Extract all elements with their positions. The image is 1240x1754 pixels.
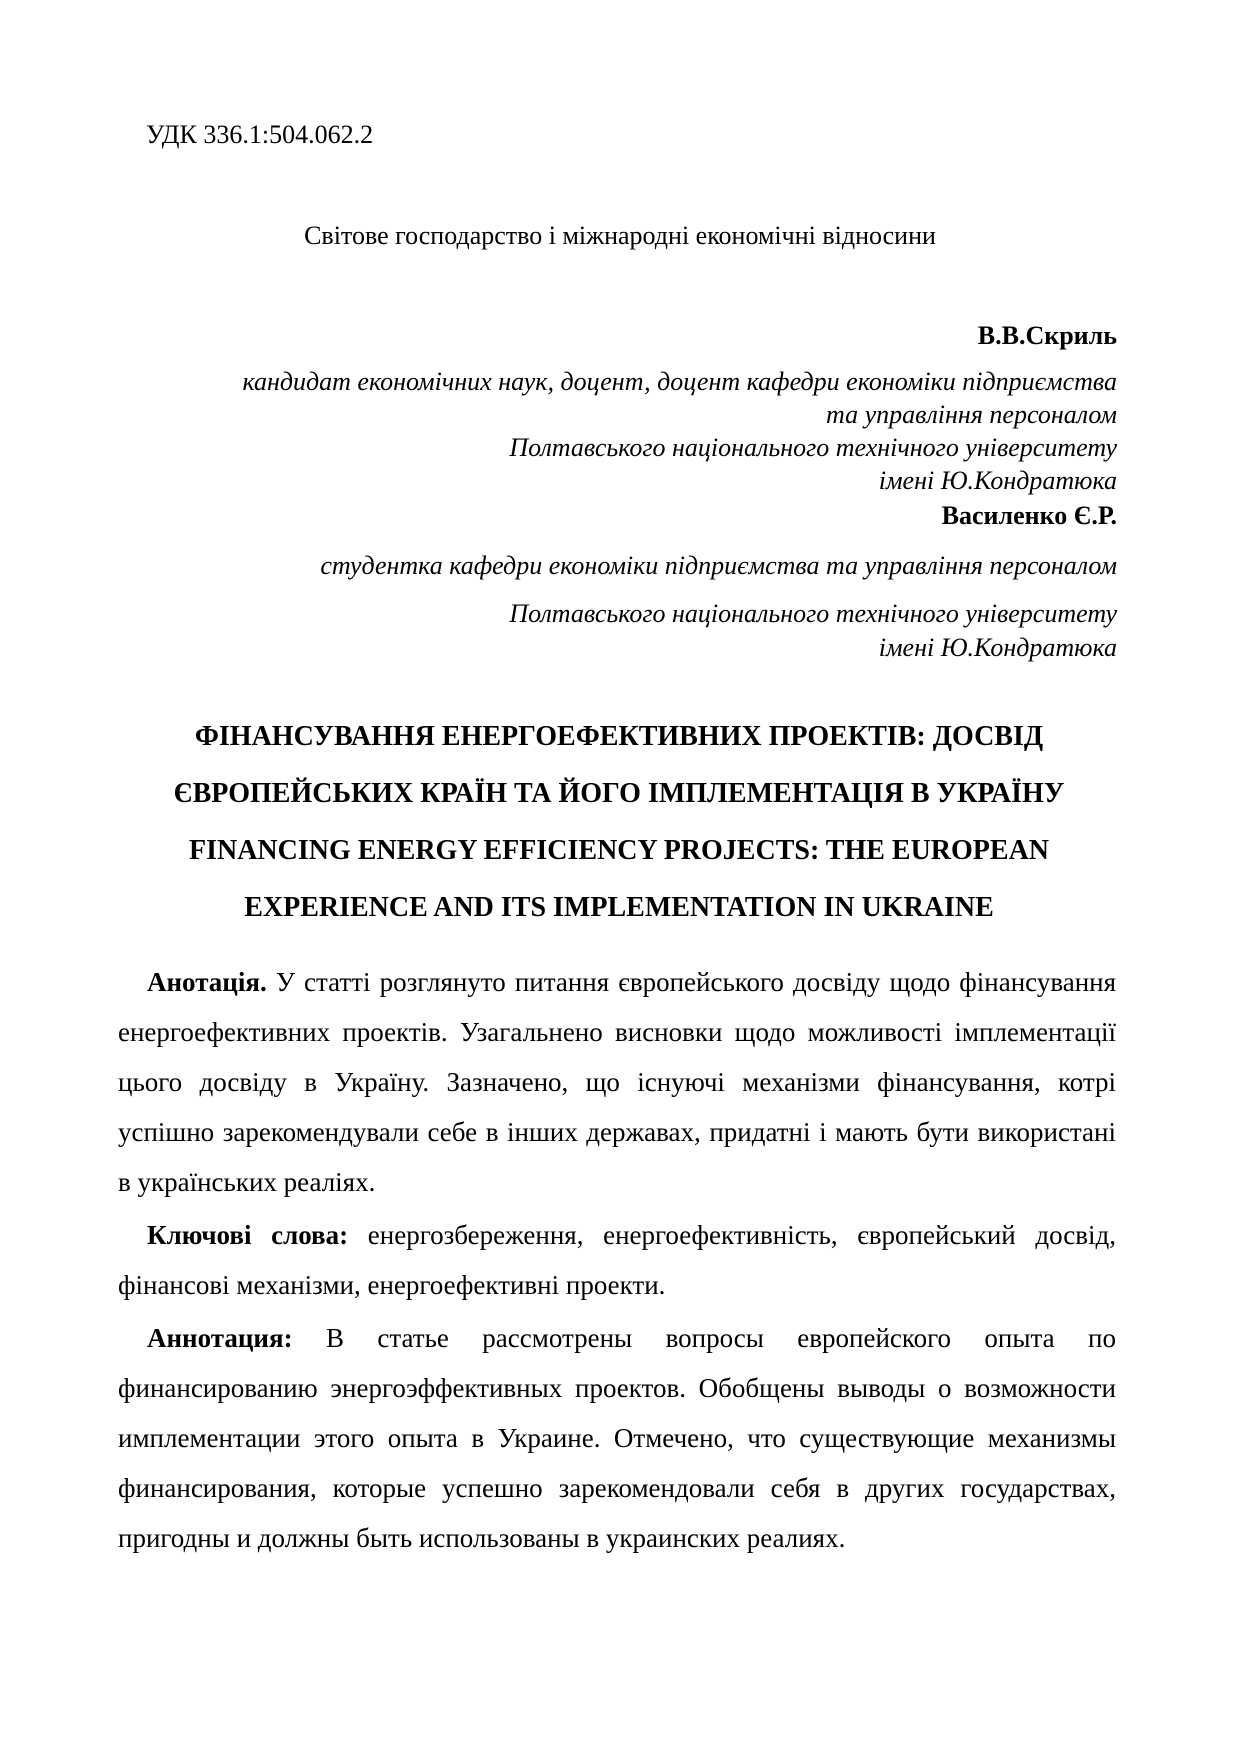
- author-2-affiliation-univ: [509, 597, 1117, 665]
- abstract-ua-text: У статті розглянуто питання європейського досвіду щодо фінансування енергоефективних проектів. Узагальнено висновки щодо можливості імплементації цього досвіду в Україну. Зазначено, що існуючі механізми фінансування, котрі успішно зарекомендували себе в інших державах, придатні і мають бути використані в українських реаліях.: [118, 967, 1117, 1197]
- author-1-affiliation-line: Полтавського національного технічного університету: [509, 433, 1117, 462]
- author-2-affiliation-dept: [320, 548, 1117, 584]
- author-2-affiliation-line: студентка кафедри економіки підприємства та управління персоналом: [320, 551, 1117, 580]
- author-2-block: [942, 498, 1117, 534]
- title-ua-line: ЄВРОПЕЙСЬКИХ КРАЇН ТА ЙОГО ІМПЛЕМЕНТАЦІЯ В УКРАЇНУ: [173, 778, 1065, 809]
- author-1-affiliation-line: кандидат економічних наук, доцент, доцент кафедри економіки підприємства: [242, 367, 1117, 396]
- author-1-block: [978, 318, 1117, 354]
- author-1-name: В.В.Скриль: [977, 321, 1117, 350]
- abstract-ru: [118, 1313, 1116, 1563]
- title-ua-line: ФІНАНСУВАННЯ ЕНЕРГОЕФЕКТИВНИХ ПРОЕКТІВ: ДОСВІД: [194, 721, 1044, 752]
- abstract-ru-text: В статье рассмотрены вопросы европейского опыта по финансированию энергоэффективных проектов. Обобщены выводы о возможности имплементации этого опыта в Украине. Отмечено, что существующие механизмы финансирования, которые успешно зарекомендовали себя в других государствах, пригодны и должны быть использованы в украинских реалиях.: [118, 1323, 1116, 1553]
- keywords-ua-label: Ключові слова:: [147, 1220, 349, 1250]
- author-2-affiliation-line: Полтавського національного технічного університету: [509, 599, 1117, 628]
- author-1-affiliation: [242, 365, 1117, 497]
- article-titles: [118, 708, 1120, 936]
- keywords-ua-text: енергозбереження, енергоефективність, європейський досвід, фінансові механізми, енергоефективні проекти.: [118, 1220, 1117, 1300]
- author-1-affiliation-line: та управління персоналом: [826, 400, 1117, 429]
- title-en-line: EXPERIENCE AND ITS IMPLEMENTATION IN UKRAINE: [244, 892, 994, 923]
- udk-code: УДК 336.1:504.062.2: [146, 120, 374, 149]
- author-1-affiliation-line: імені Ю.Кондратюка: [878, 466, 1117, 495]
- author-2-affiliation-line: імені Ю.Кондратюка: [878, 633, 1117, 662]
- keywords-ua: [118, 1210, 1116, 1310]
- abstract-ru-label: Аннотация:: [147, 1323, 293, 1353]
- abstract-ua-label: Анотація.: [147, 967, 267, 997]
- author-2-name: Василенко Є.Р.: [941, 501, 1117, 530]
- title-en-line: FINANCING ENERGY EFFICIENCY PROJECTS: THE EUROPEAN: [188, 835, 1050, 866]
- section-heading: Світове господарство і міжнародні економічні відносини: [304, 221, 936, 250]
- abstract-ua: [118, 957, 1116, 1207]
